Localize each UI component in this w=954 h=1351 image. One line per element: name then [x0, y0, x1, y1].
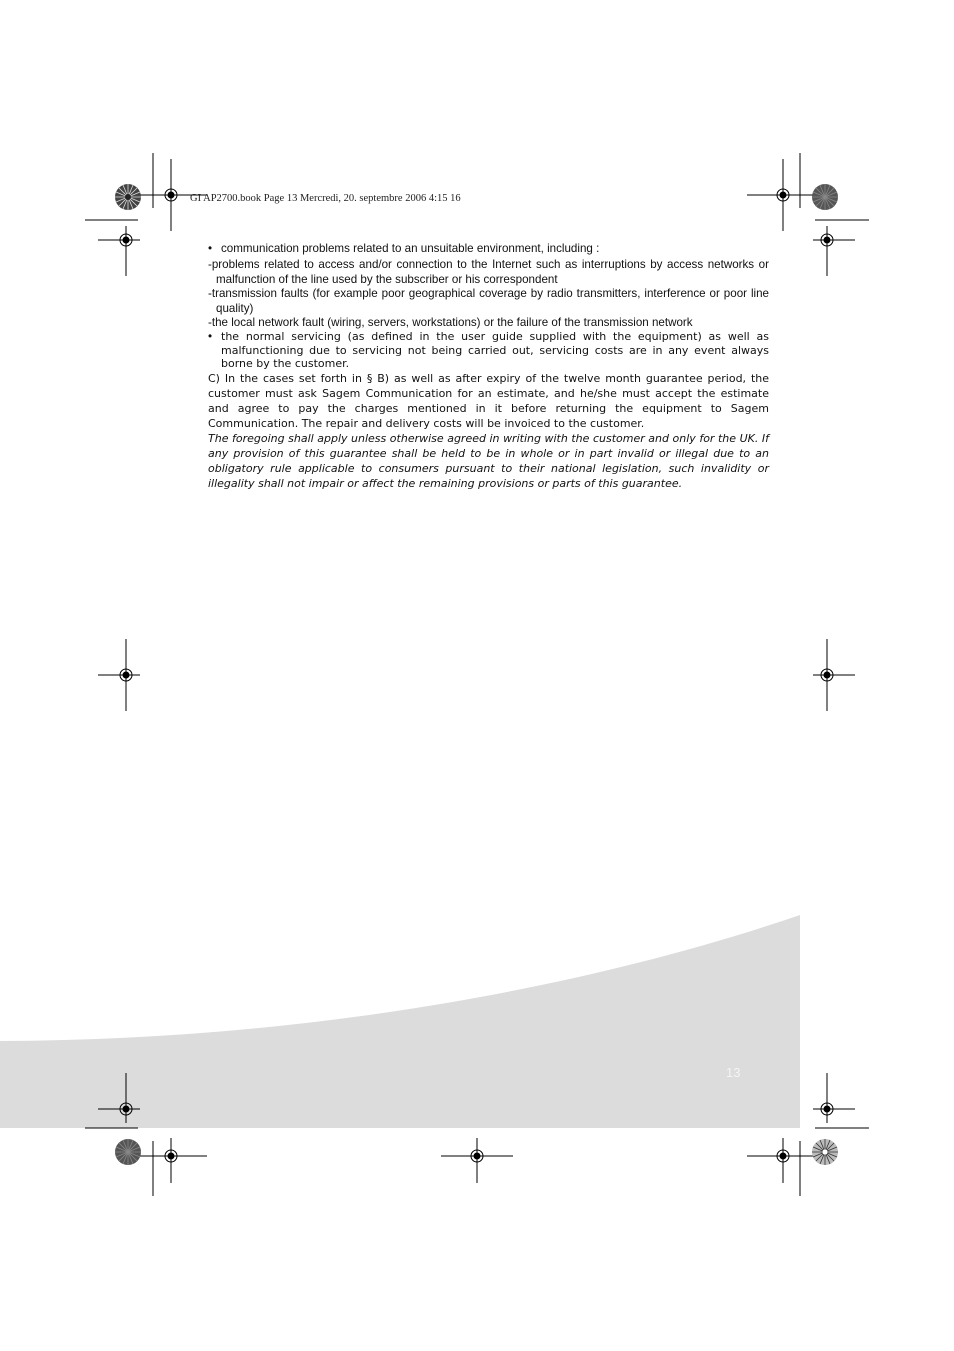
crosshair-icon — [98, 226, 140, 276]
page-body — [208, 242, 769, 491]
starburst-icon — [115, 1139, 141, 1165]
crosshair-icon — [813, 639, 855, 711]
crosshair-icon — [813, 226, 855, 276]
bullet-text: the normal servicing (as defined in the user guide supplied with the equipment) as well as malfunctioning due to servicing not being carried out, servicing costs are in any event always borne by the customer. — [221, 330, 769, 371]
crosshair-icon — [747, 1138, 819, 1183]
print-header: GI AP2700.book Page 13 Mercredi, 20. septembre 2006 4:15 16 — [190, 193, 461, 204]
crosshair-icon — [747, 159, 819, 231]
paragraph-c — [208, 371, 769, 431]
bullet-item — [208, 330, 769, 371]
paragraph-text: In the cases set forth in § B) as well as after expiry of the twelve month guarantee period, the customer must ask Sagem Communication for an estimate, and he/she must accept the estimate and agree to pay the charges mentioned in it before returning the equipment to Sagem Communication. The repair and delivery costs will be invoiced to the customer. — [208, 371, 769, 430]
starburst-icon — [812, 1139, 838, 1165]
bullet-item — [208, 242, 769, 256]
crosshair-icon — [441, 1138, 513, 1183]
sub-item: -problems related to access and/or connection to the Internet such as interruptions by access networks or malfunction of the line used by the subscriber or his correspondent — [208, 258, 769, 286]
uk-guarantee-note: The foregoing shall apply unless otherwise agreed in writing with the customer and only for the UK. If any provision of this guarantee shall be held to be in whole or in part invalid or illegal due to an obligatory rule applicable to consumers pursuant to their national legislation, such invalidity or illegality shall not impair or affect the remaining provisions or parts of this guarantee. — [208, 431, 769, 490]
crosshair-icon — [813, 1073, 855, 1123]
bullet-mark: • — [208, 330, 213, 344]
sub-item: -the local network fault (wiring, servers, workstations) or the failure of the transmission network — [208, 316, 693, 330]
crosshair-icon — [98, 639, 140, 711]
paragraph-label: C) — [208, 371, 220, 385]
bullet-text: communication problems related to an unsuitable environment, including : — [221, 242, 600, 255]
page-number: 13 — [726, 1065, 741, 1080]
bullet-mark: • — [208, 242, 213, 255]
starburst-icon — [812, 184, 838, 210]
footer-swoosh — [0, 915, 800, 1128]
sub-item: -transmission faults (for example poor geographical coverage by radio transmitters, interference or poor line quality) — [208, 287, 769, 315]
crosshair-icon — [135, 1138, 207, 1183]
starburst-icon — [115, 184, 141, 210]
